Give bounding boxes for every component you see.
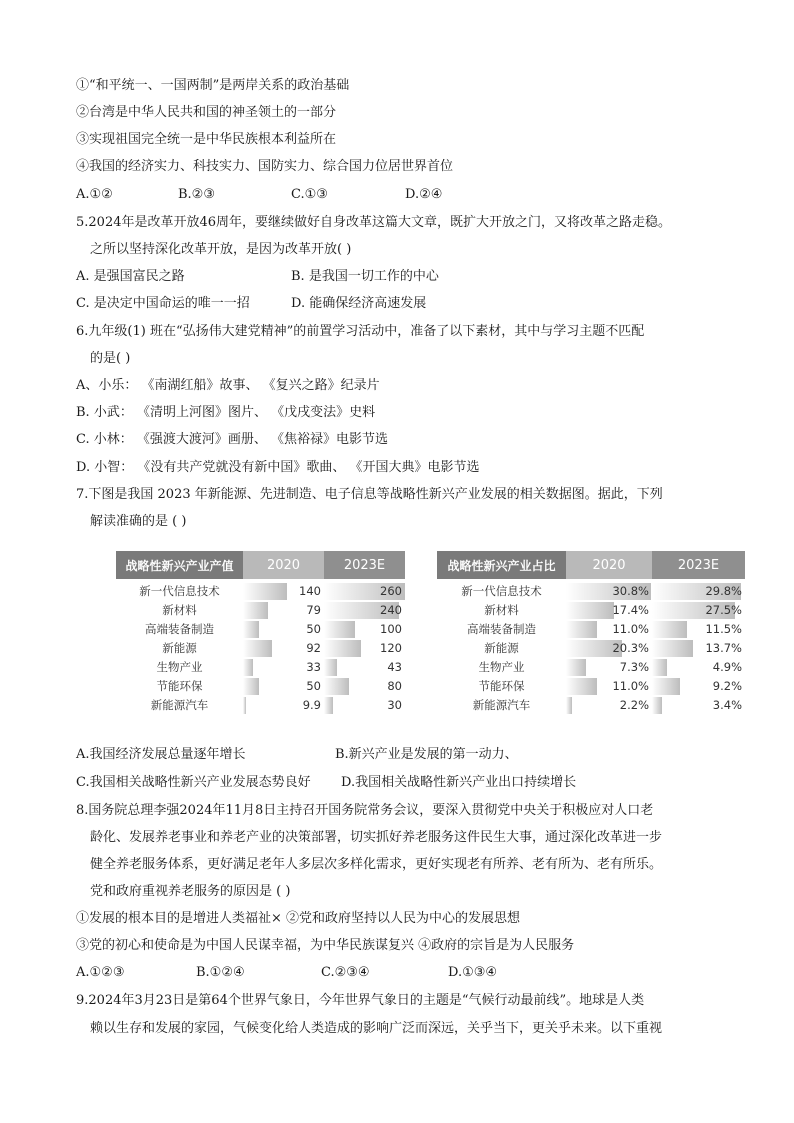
table-row bbox=[437, 658, 745, 677]
cell-value: 11.5% bbox=[705, 622, 742, 636]
q6-option-b: B. 小武： 《清明上河图》图片、 《戊戌变法》史料 bbox=[76, 405, 376, 420]
data-bar bbox=[566, 602, 614, 619]
data-bar bbox=[243, 583, 287, 600]
q6-stem-line-1: 6.九年级(1) 班在“弘扬伟大建党精神”的前置学习活动中，准备了以下素材，其中与学习主题不匹配 bbox=[76, 324, 645, 339]
q5-stem-line-1: 5.2024年是改革开放46周年，要继续做好自身改革这篇大文章，既扩大开放之门，又将改革之路走稳。 bbox=[76, 215, 672, 230]
cell-value: 3.4% bbox=[712, 698, 742, 712]
q4-option-c: C.①③ bbox=[291, 187, 328, 202]
output-table-col-2020: 2020 bbox=[243, 551, 324, 579]
q4-option-d: D.②④ bbox=[405, 187, 443, 202]
cell-value: 92 bbox=[306, 641, 321, 655]
q8-option-a: A.①②③ bbox=[76, 965, 125, 980]
cell-value: 9.2% bbox=[712, 679, 742, 693]
q5-option-b: B. 是我国一切工作的中心 bbox=[291, 269, 439, 284]
table-row bbox=[437, 601, 745, 620]
output-table-col-2023e: 2023E bbox=[324, 551, 405, 579]
q4-option-a: A.①② bbox=[76, 187, 113, 202]
row-label: 节能环保 bbox=[156, 679, 203, 693]
q8-option-d: D.①③④ bbox=[448, 965, 498, 980]
data-bar bbox=[652, 640, 693, 657]
cell-2020 bbox=[566, 583, 652, 600]
output-table-title: 战略性新兴产业产值 bbox=[116, 551, 243, 579]
output-table-header bbox=[116, 551, 405, 579]
row-label: 新能源汽车 bbox=[150, 698, 209, 712]
q7-option-a: A.我国经济发展总量逐年增长 bbox=[76, 747, 246, 762]
cell-2023e bbox=[652, 602, 745, 619]
q4-option-b: B.②③ bbox=[178, 187, 215, 202]
q6-stem-line-2: 的是( ) bbox=[90, 351, 131, 366]
cell-2023e bbox=[652, 678, 745, 695]
cell-2020 bbox=[243, 640, 324, 657]
data-bar bbox=[243, 697, 246, 714]
cell-value: 9.9 bbox=[302, 698, 321, 712]
cell-2020 bbox=[566, 697, 652, 714]
row-label: 新材料 bbox=[484, 603, 519, 617]
q7-option-d: D.我国相关战略性新兴产业出口持续增长 bbox=[341, 775, 577, 790]
data-bar bbox=[243, 659, 253, 676]
q8-option-b: B.①②④ bbox=[196, 965, 245, 980]
q9-stem-line-1: 9.2024年3月23日是第64个世界气象日，今年世界气象日的主题是“气候行动最前线”。地球是人类 bbox=[76, 993, 645, 1008]
data-bar bbox=[243, 621, 259, 638]
cell-2020 bbox=[566, 678, 652, 695]
cell-2020 bbox=[566, 640, 652, 657]
cell-2020 bbox=[243, 583, 324, 600]
cell-value: 79 bbox=[306, 603, 321, 617]
cell-2020 bbox=[566, 621, 652, 638]
row-label: 新能源汽车 bbox=[472, 698, 531, 712]
data-bar bbox=[652, 621, 687, 638]
data-bar bbox=[324, 659, 337, 676]
cell-2023e bbox=[324, 659, 405, 676]
q5-option-c: C. 是决定中国命运的唯一一招 bbox=[76, 296, 250, 311]
cell-value: 50 bbox=[306, 679, 321, 693]
cell-2020 bbox=[243, 678, 324, 695]
cell-value: 30 bbox=[387, 698, 402, 712]
item-line-3: ③实现祖国完全统一是中华民族根本利益所在 bbox=[76, 132, 337, 147]
table-row bbox=[116, 639, 405, 658]
cell-2020 bbox=[566, 659, 652, 676]
cell-value: 29.8% bbox=[705, 584, 742, 598]
row-label: 高端装备制造 bbox=[145, 622, 214, 636]
cell-value: 17.4% bbox=[612, 603, 649, 617]
row-label: 节能环保 bbox=[478, 679, 525, 693]
table-row bbox=[437, 639, 745, 658]
data-bar bbox=[652, 697, 662, 714]
q7-stem-line-2: 解读准确的是 ( ) bbox=[90, 514, 187, 529]
item-line-1: ①“和平统一、一国两制”是两岸关系的政治基础 bbox=[76, 78, 350, 93]
q6-option-d: D. 小智： 《没有共产党就没有新中国》歌曲、 《开国大典》电影节选 bbox=[76, 460, 480, 475]
data-bar bbox=[652, 678, 680, 695]
share-table-title: 战略性新兴产业占比 bbox=[437, 551, 566, 579]
data-bar bbox=[324, 697, 333, 714]
item-line-2: ②台湾是中华人民共和国的神圣领土的一部分 bbox=[76, 105, 337, 120]
cell-value: 11.0% bbox=[612, 679, 649, 693]
data-bar bbox=[324, 640, 361, 657]
q9-stem-line-2: 赖以生存和发展的家园，气候变化给人类造成的影响广泛而深远，关乎当下，更关乎未来。以下重视 bbox=[90, 1021, 663, 1036]
table-row bbox=[116, 601, 405, 620]
q8-stem-line-4: 党和政府重视养老服务的原因是 ( ) bbox=[90, 884, 291, 899]
data-bar bbox=[243, 640, 272, 657]
cell-value: 13.7% bbox=[705, 641, 742, 655]
q6-option-c: C. 小林： 《强渡大渡河》画册、 《焦裕禄》电影节选 bbox=[76, 432, 389, 447]
data-bar bbox=[566, 678, 597, 695]
data-bar bbox=[566, 697, 572, 714]
cell-2023e bbox=[324, 640, 405, 657]
q5-stem-line-2: 之所以坚持深化改革开放，是因为改革开放( ) bbox=[90, 242, 352, 257]
cell-2023e bbox=[324, 697, 405, 714]
q5-option-d: D. 能确保经济高速发展 bbox=[291, 296, 427, 311]
cell-2023e bbox=[652, 583, 745, 600]
cell-value: 2.2% bbox=[619, 698, 649, 712]
q6-option-a: A、小乐： 《南湖红船》故事、 《复兴之路》纪录片 bbox=[76, 378, 380, 393]
share-table bbox=[437, 551, 745, 716]
table-row bbox=[116, 582, 405, 601]
cell-2023e bbox=[652, 621, 745, 638]
cell-2020 bbox=[243, 659, 324, 676]
cell-value: 20.3% bbox=[612, 641, 649, 655]
cell-2023e bbox=[324, 602, 405, 619]
cell-2020 bbox=[243, 697, 324, 714]
cell-value: 27.5% bbox=[705, 603, 742, 617]
q8-stem-line-3: 健全养老服务体系，更好满足老年人多层次多样化需求，更好实现老有所养、老有所为、老有所乐。 bbox=[90, 857, 663, 872]
data-bar bbox=[652, 659, 667, 676]
table-row bbox=[437, 620, 745, 639]
row-label: 新一代信息技术 bbox=[461, 584, 542, 598]
cell-value: 11.0% bbox=[612, 622, 649, 636]
row-label: 新一代信息技术 bbox=[139, 584, 220, 598]
table-row bbox=[116, 677, 405, 696]
cell-value: 33 bbox=[306, 660, 321, 674]
q8-item-line-2: ③党的初心和使命是为中国人民谋幸福，为中华民族谋复兴 ④政府的宗旨是为人民服务 bbox=[76, 938, 575, 953]
data-bar bbox=[243, 678, 259, 695]
share-table-header bbox=[437, 551, 745, 579]
cell-2023e bbox=[324, 621, 405, 638]
cell-value: 80 bbox=[387, 679, 402, 693]
q7-stem-line-1: 7.下图是我国 2023 年新能源、先进制造、电子信息等战略性新兴产业发展的相关数据图。据此，下列 bbox=[76, 487, 663, 502]
q8-stem-line-1: 8.国务院总理李强2024年11月8日主持召开国务院常务会议，要深入贯彻党中央关于积极应对人口老 bbox=[76, 803, 654, 818]
cell-value: 7.3% bbox=[619, 660, 649, 674]
cell-2023e bbox=[324, 678, 405, 695]
row-label: 新能源 bbox=[162, 641, 197, 655]
table-row bbox=[437, 582, 745, 601]
data-bar bbox=[324, 678, 349, 695]
q7-option-c: C.我国相关战略性新兴产业发展态势良好 bbox=[76, 775, 311, 790]
table-row bbox=[437, 696, 745, 715]
cell-2023e bbox=[324, 583, 405, 600]
table-row bbox=[437, 677, 745, 696]
row-label: 高端装备制造 bbox=[467, 622, 536, 636]
cell-2020 bbox=[566, 602, 652, 619]
q8-stem-line-2: 龄化、发展养老事业和养老产业的决策部署，切实抓好养老服务这件民生大事，通过深化改革进一步 bbox=[90, 830, 663, 845]
cell-value: 30.8% bbox=[612, 584, 649, 598]
cell-value: 140 bbox=[299, 584, 321, 598]
cell-value: 240 bbox=[380, 603, 402, 617]
q8-item-line-1: ①发展的根本目的是增进人类福祉× ②党和政府坚持以人民为中心的发展思想 bbox=[76, 911, 521, 926]
row-label: 生物产业 bbox=[478, 660, 525, 674]
table-row bbox=[116, 620, 405, 639]
cell-2020 bbox=[243, 602, 324, 619]
cell-value: 50 bbox=[306, 622, 321, 636]
share-table-col-2020: 2020 bbox=[566, 551, 652, 579]
q8-option-c: C.②③④ bbox=[321, 965, 370, 980]
data-bar bbox=[566, 659, 586, 676]
cell-value: 120 bbox=[380, 641, 402, 655]
cell-value: 260 bbox=[380, 584, 402, 598]
data-bar bbox=[324, 621, 355, 638]
table-row bbox=[116, 658, 405, 677]
cell-value: 4.9% bbox=[712, 660, 742, 674]
share-table-col-2023e: 2023E bbox=[652, 551, 745, 579]
row-label: 新能源 bbox=[484, 641, 519, 655]
cell-2023e bbox=[652, 640, 745, 657]
output-value-table bbox=[116, 551, 405, 716]
data-bar bbox=[566, 621, 597, 638]
cell-2023e bbox=[652, 659, 745, 676]
item-line-4: ④我国的经济实力、科技实力、国防实力、综合国力位居世界首位 bbox=[76, 159, 454, 174]
row-label: 新材料 bbox=[162, 603, 197, 617]
cell-2023e bbox=[652, 697, 745, 714]
table-row bbox=[116, 696, 405, 715]
cell-value: 43 bbox=[387, 660, 402, 674]
q7-option-b: B.新兴产业是发展的第一动力、 bbox=[335, 747, 518, 762]
data-bar bbox=[243, 602, 268, 619]
row-label: 生物产业 bbox=[156, 660, 203, 674]
cell-value: 100 bbox=[380, 622, 402, 636]
q5-option-a: A. 是强国富民之路 bbox=[76, 269, 185, 284]
cell-2020 bbox=[243, 621, 324, 638]
